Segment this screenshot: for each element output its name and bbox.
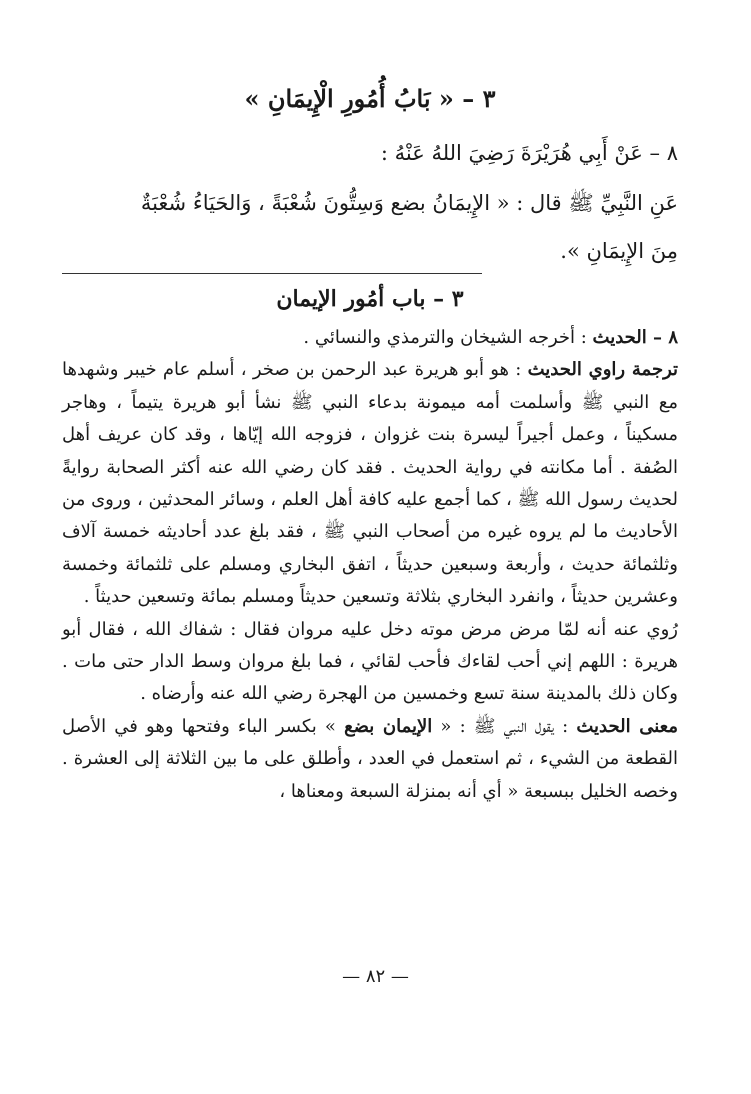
- hadith-text-end: مِنَ الإِيمَانِ ».: [560, 239, 678, 263]
- commentary-paragraph-meaning: [62, 711, 678, 808]
- hadith-text: عَنِ النَّبِيِّ ﷺ قال : « الإِيمَانُ بضع وَسِتُّونَ شُعْبَةً ، وَالحَيَاءُ شُعْبَةٌ: [140, 191, 678, 215]
- page-content: [62, 78, 678, 808]
- meaning-text-b: » بكسر الباء وفتحها وهو في الأصل القطعة من الشيء ، ثم استعمل في العدد ، وأطلق على ما بين الثلاثة إلى العشرة . وخصه الخليل ببسبعة « أي أنه بمنزلة السبعة ومعناها ،: [62, 715, 678, 802]
- label-meaning: معنى الحديث: [576, 715, 678, 737]
- commentary-paragraph-takhrij: [62, 322, 678, 354]
- separator-rule: [62, 273, 482, 274]
- chapter-title: ٣ – « بَابُ أُمُورِ الْإِيمَانِ »: [244, 84, 496, 113]
- label-narrator-biography: ترجمة راوي الحديث: [527, 359, 679, 381]
- commentary-paragraph-death: [62, 614, 678, 711]
- meaning-bold-phrase: الإيمان بضع: [344, 715, 433, 737]
- death-text: رُوي عنه أنه لمّا مرض مرض موته دخل عليه مروان فقال : شفاك الله ، فقال أبو هريرة : اللهم إني أحب لقاءك فأحب لقائي ، فما بلغ مروان وسط الدار حتى مات . وكان ذلك بالمدينة سنة تسع وخمسين من الهجرة رضي الله عنه وأرضاه .: [62, 618, 678, 705]
- page-number: — ٨٢ —: [342, 966, 409, 987]
- commentary-paragraph-narrator: [62, 354, 678, 613]
- label-hadith: ٨ – الحديث: [592, 327, 678, 348]
- hadith-isnad: ٨ – عَنْ أَبِي هُرَيْرَةَ رَضِيَ اللهُ عَنْهُ :: [380, 141, 678, 165]
- meaning-text-a: : يقول النبي ﷺ : «: [432, 715, 577, 737]
- commentary-title: ٣ – باب أمُور الإيمان: [276, 286, 464, 312]
- takhrij-text: : أخرجه الشيخان والترمذي والنسائي .: [303, 327, 593, 348]
- commentary: [62, 322, 678, 808]
- narrator-text: : هو أبو هريرة عبد الرحمن بن صخر ، أسلم عام خيبر وشهدها مع النبي ﷺ وأسلمت أمه ميمونة بدعاء النبي ﷺ نشأ أبو هريرة يتيماً ، وهاجر مسكيناً ، وعمل أجيراً ليسرة بنت غزوان ، فزوجه الله إيّاها ، وقد كان عريف أهل الصُفة . أما مكانته في رواية الحديث . فقد كان رضي الله عنه أكثر الصحابة روايةً لحديث رسول الله ﷺ ، كما أجمع عليه كافة أهل العلم ، وسائر المحدثين ، وروى من الأحاديث ما لم يروه غيره من أصحاب النبي ﷺ ، فقد بلغ عدد أحاديثه خمسة آلاف وثلثمائة حديث ، وأربعة وسبعين حديثاً ، اتفق البخاري ومسلم على ثلثمائة وخمسة وعشرين حديثاً ، وانفرد البخاري بثلاثة وتسعين حديثاً ومسلم بمائة وتسعين حديثاً .: [62, 359, 678, 608]
